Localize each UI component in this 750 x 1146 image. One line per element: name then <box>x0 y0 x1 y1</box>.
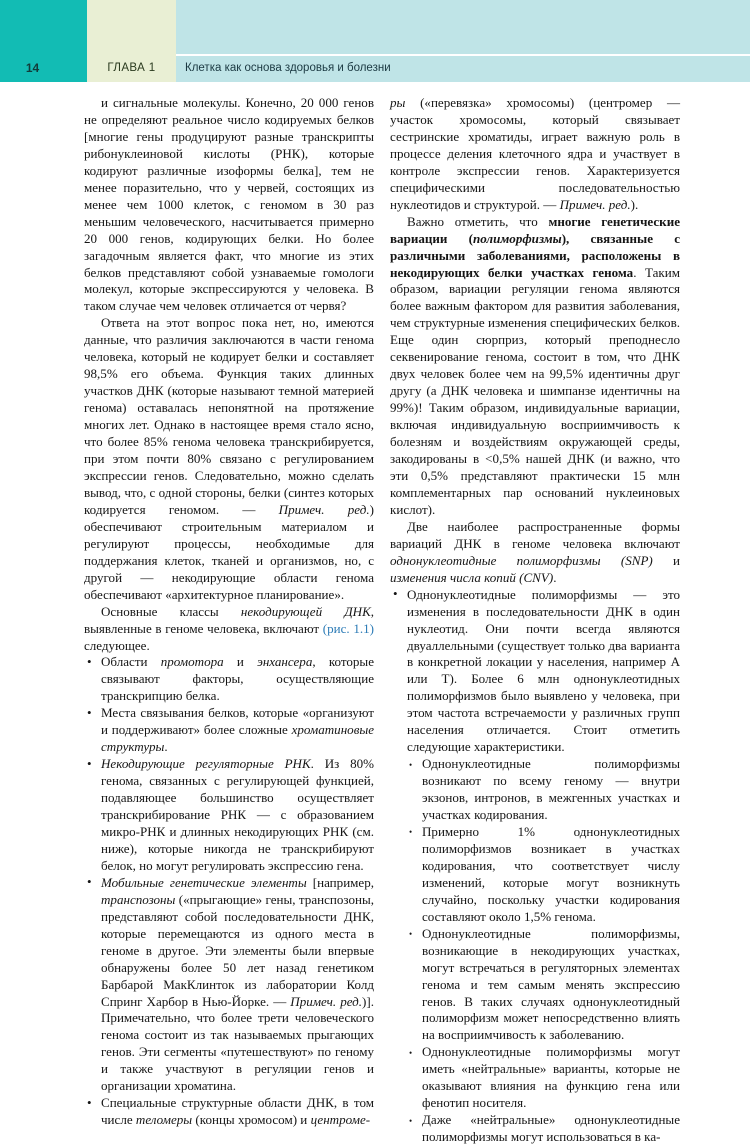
term-italic: некодирующей ДНК <box>240 603 371 619</box>
paragraph-text-tail: . Таким образом, вариации регуляции генома являются более важным фактором для развития заболевания, чем структурные изменения специфических белков. Еще один сюрприз, который преподнесло секвенирование генома, состоит в том, что ДНК двух человек более чем на 99,5% идентичны друг другу (а ДНК человека и шимпанзе идентичны на 99%)! Таким образом, индивидуальные вариации, включая индивидуальную восприимчивость к болезням и воздействиям окружающей среды, закодированы в <0,5% нашей ДНК (и важно, что эти 0,5% представляют практически 15 млн комплементарных пар оснований нуклеиновых кислот). <box>390 264 680 517</box>
paragraph-text: и сигнальные молекулы. Конечно, 20 000 генов не определяют реальное число кодируемых белков [многие гены продуцируют разные транскрипты рибонуклеиновой кислоты (РНК), которые кодируют различные изоформы белка], тем не менее поразительно, что у червей, состоящих из менее чем 1000 клеток, с геномом в 30 раз меньшим человеческого, насчитывается примерно 20 000 генов, кодирующих белки. Но более загадочным является факт, что многие из этих белков представляют собой узнаваемые гомологи молекул, которые экспрессируются у человека. В таком случае чем человек отличается от червя? <box>84 95 374 314</box>
term-italic: энхансера <box>257 654 313 670</box>
list-item <box>84 705 374 756</box>
page-body <box>0 95 750 1145</box>
emphasis-bold: многие генетические вариации ( <box>390 213 680 246</box>
sub-list-item-text: Однонуклеотидные полиморфизмы, возникающие в некодирующих участках, могут встречаться в регуляторных элементах генома и тем самым менять экспрессию генов. В таких случаях однонуклеотидный полиморфизм может непосредственно влиять на восприимчивость к заболеванию. <box>422 925 680 1043</box>
paragraph-text: , выявленные в геноме человека, включают <box>84 603 374 636</box>
list-item-text: , которые связывают факторы, осуществляющие транскрипцию белка. <box>101 654 374 704</box>
chapter-title: Клетка как основа здоровья и болезни <box>185 62 391 74</box>
sub-list-item <box>407 926 680 1045</box>
paragraph-text-tail: ). <box>630 196 639 212</box>
paragraph-text: Важно отметить, что <box>407 213 549 229</box>
list-item <box>84 875 374 1095</box>
header-divider-rule <box>176 54 750 56</box>
sub-list-item <box>407 1112 680 1146</box>
term-italic: промотора <box>160 654 224 670</box>
emphasis-bold-italic: полиморфизмы <box>472 230 562 246</box>
chapter-label: ГЛАВА 1 <box>107 62 156 74</box>
term-italic: транспозоны <box>101 891 176 907</box>
term-italic: Некодирующие регуляторные РНК <box>101 756 311 772</box>
list-item-text: Специальные структурные области ДНК, в том числе <box>101 1095 374 1128</box>
list-item-text: (концы хромосом) и <box>192 1112 311 1128</box>
term-italic: Мобильные генетические элементы <box>101 874 307 890</box>
list-item-text: . <box>164 739 168 755</box>
editor-note-italic: Примеч. ред. <box>278 501 370 517</box>
paragraph-text: («перевязка» хромосомы) (центромер — участок хромосомы, который связывает сестринские хроматиды, играет важную роль в процессе деления клеточного ядра и участвует в контроле экспрессии генов. Характеризуется специфическими последовательностью нуклеотидов и структурой. — <box>390 95 680 212</box>
paragraph <box>84 315 374 603</box>
sub-bullet-list <box>390 756 680 1146</box>
term-italic: хроматиновые структуры <box>101 722 374 755</box>
text-column-left <box>84 95 374 1129</box>
editor-note-italic: Примеч. ред. <box>559 196 631 212</box>
paragraph-list-intro <box>84 604 374 655</box>
running-header <box>0 0 750 82</box>
term-italic: изменения числа копий (CNV) <box>390 569 554 585</box>
paragraph-text: Ответа на этот вопрос пока нет, но, имеются данные, что различия заключаются в части генома человека, который не кодирует белки и составляет 98,5% его объема. Функция таких длинных участков ДНК (которые называют темной материей генома) оставалась непонятной на протяжение многих лет. Однако в настоящее время стало ясно, что более 85% генома человека транскрибируется, при этом почти 80% связано с регулированием экспрессии генов. Следовательно, можно сделать вывод, что, с одной стороны, белки (синтез которых кодируется геномом. — <box>84 315 374 517</box>
term-italic: однонуклеотидные полиморфизмы (SNP) <box>390 552 653 568</box>
sub-list-item <box>407 1044 680 1112</box>
paragraph-text: и <box>652 552 680 568</box>
list-item <box>84 756 374 875</box>
sub-list-item <box>407 824 680 926</box>
paragraph-text-tail: . <box>553 569 557 585</box>
list-item <box>84 654 374 705</box>
text-column-right <box>390 95 680 1146</box>
term-italic: центроме- <box>310 1112 371 1128</box>
paragraph-continuation <box>84 95 374 315</box>
list-item-text: Места связывания белков, которые «организуют и поддерживают» более сложные <box>101 705 374 738</box>
paragraph-highlighted <box>390 214 680 519</box>
term-italic: ры <box>390 95 406 110</box>
paragraph-list-intro <box>390 519 680 587</box>
list-item <box>84 1095 374 1129</box>
paragraph-text-tail: ) обеспечивают строительным материалом и регулируют процессы, необходимые для поддержания клеток, тканей и организмов, но, с другой — некодирующие области генома обеспечивают «архитектурное планирование». <box>84 501 374 602</box>
list-item-text: Однонуклеотидные полиморфизмы — это изменения в последовательности ДНК в один нуклеотид. Они почти всегда являются двуаллельными (существует только два варианта в конкретной локации у населения, например A или T). Более 6 млн однонуклеотидных полиморфизмов было выявлено у человека, при этом частота встречаемости у различных групп населения отличается. Стоит отметить следующие характеристики. <box>407 586 680 755</box>
bullet-list <box>84 654 374 1129</box>
list-item-text: . Из 80% генома, связанных с регулирующей функцией, подавляющее большинство осуществляет транскрибирование РНК — с образованием микро-РНК и длинных некодирующих РНК (см. ниже), которые никогда не транскрибируют белок, но могут регулировать экспрессию гена. <box>101 756 375 873</box>
paragraph-text: Основные классы <box>101 603 241 619</box>
term-italic: теломеры <box>135 1112 193 1128</box>
list-item-text: и <box>223 654 258 670</box>
editor-note-italic: Примеч. ред. <box>290 993 363 1009</box>
paragraph-continuation <box>390 95 680 214</box>
paragraph-text: Две наиболее распространенные формы вариаций ДНК в геноме человека включают <box>390 518 680 551</box>
sub-list-item-text: Даже «нейтральные» однонуклеотидные полиморфизмы могут использоваться в ка- <box>422 1112 680 1145</box>
sub-list-item-text: Однонуклеотидные полиморфизмы возникают по всему геному — внутри экзонов, интронов, в межгенных участках и участках кодирования. <box>422 756 680 823</box>
paragraph-text-tail: следующее. <box>84 637 150 653</box>
sub-list-item-text: Однонуклеотидные полиморфизмы могут иметь «нейтральные» варианты, которые не оказывают влияния на функцию гена или фенотип носителя. <box>422 1044 680 1111</box>
sub-list-item <box>407 756 680 824</box>
bullet-list <box>390 587 680 757</box>
list-item-text: [например, <box>306 874 375 890</box>
list-item-text: Области <box>101 654 161 670</box>
page-number: 14 <box>25 61 40 75</box>
list-item-text: )]. Примечательно, что более трети человеческого генома состоит из так называемых прыгающих генов. Эти сегменты «путешествуют» по геному и также участвуют в регуляции генов и организации хроматина. <box>101 993 374 1094</box>
figure-reference-link[interactable]: (рис. 1.1) <box>322 620 374 636</box>
sub-list-item-text: Примерно 1% однонуклеотидных полиморфизмов возникает в участках кодирования, что соответствует числу изменений, которые могут возникнуть случайно, поскольку участки кодирования составляют около 1,5% генома. <box>422 823 680 924</box>
list-item <box>390 587 680 757</box>
emphasis-bold: ), связанные с различными заболеваниями, расположены в некодирующих белки участках генома <box>390 230 680 280</box>
list-item-text: («прыгающие» гены, транспозоны, представляют собой последовательности ДНК, которые перемещаются из одного места в геноме в другое. Эти элементы были впервые обнаружены более 50 лет назад генетиком Барбарой МакКлинток из лаборатории Колд Спринг Харбор в Нью-Йорке. — <box>101 891 374 1009</box>
